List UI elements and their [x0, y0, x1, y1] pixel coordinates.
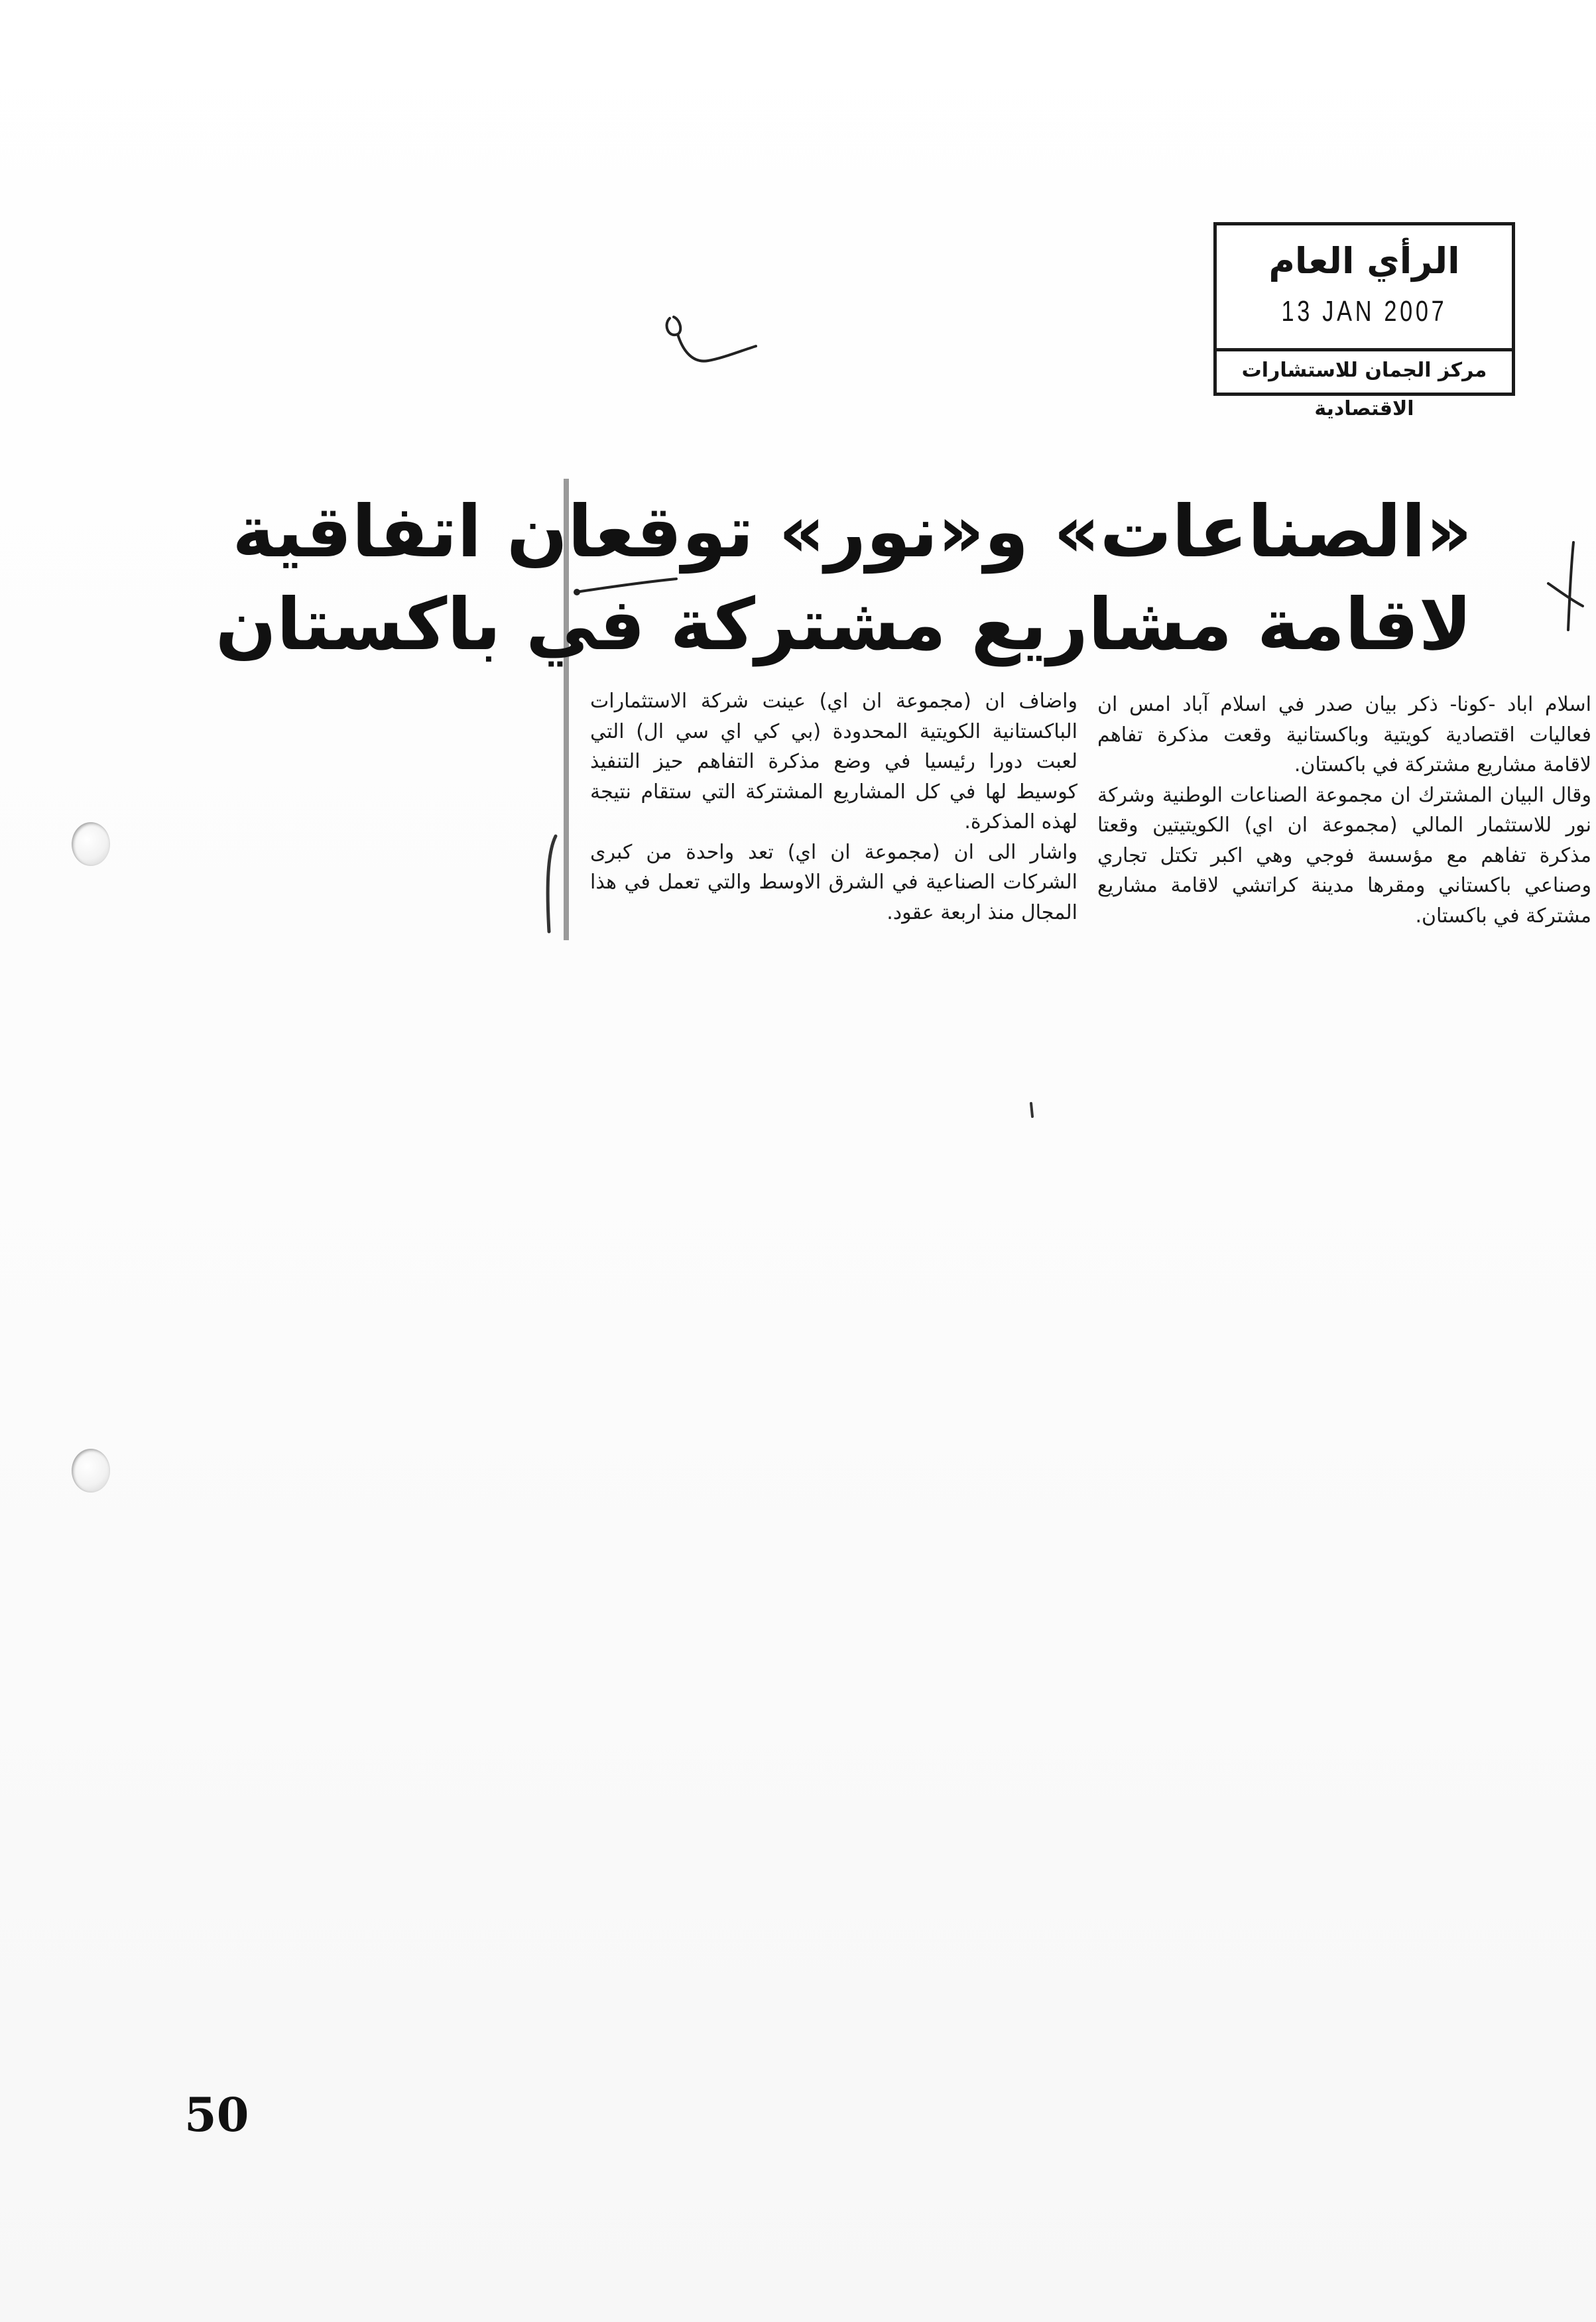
page-number: 50: [184, 2087, 249, 2142]
newspaper-date-stamp: [1213, 222, 1515, 420]
paragraph: اسلام اباد -كونا- ذكر بيان صدر في اسلام آباد امس ان فعاليات اقتصادية كويتية وباكستانية وقعت مذكرة تفاهم لاقامة مشاريع مشتركة في باكستان.: [1097, 693, 1591, 776]
stamp-date: 13 JAN 2007: [1281, 295, 1447, 328]
article-column-right: [1097, 690, 1591, 931]
pen-mark-tick: [1024, 1101, 1038, 1121]
headline-line-2: لاقامة مشاريع مشتركة في باكستان: [215, 583, 1472, 666]
headline-line-1: «الصناعات» و«نور» توقعان اتفاقية: [232, 491, 1472, 574]
paragraph: واضاف ان (مجموعة ان اي) عينت شركة الاستثمارات الباكستانية الكويتية المحدودة (بي كي اي سي ال) التي لعبت دورا رئيسيا في وضع مذكرة التفاهم حيز التنفيذ كوسيط لها في كل المشاريع المشتركة التي ستقام نتيجة لهذه المذكرة.: [590, 690, 1077, 833]
article-column-left: [590, 686, 1077, 928]
pen-mark-bracket: [536, 832, 562, 938]
stamp-newspaper-name: الرأي العام: [1268, 240, 1460, 282]
pen-mark-cross: [1542, 537, 1588, 637]
punch-hole-top: [72, 822, 110, 866]
stamp-footer: مركز الجمان للاستشارات الاقتصادية: [1217, 348, 1512, 393]
punch-hole-bottom: [72, 1449, 110, 1493]
pen-mark-number: [656, 305, 769, 378]
paragraph: واشار الى ان (مجموعة ان اي) تعد واحدة من كبرى الشركات الصناعية في الشرق الاوسط والتي تعمل في هذا المجال منذ اربعة عقود.: [590, 840, 1077, 924]
paragraph: وقال البيان المشترك ان مجموعة الصناعات الوطنية وشركة نور للاستثمار المالي (مجموعة ان اي) الكويتيتين وقعتا مذكرة تفاهم مع مؤسسة فوجي وهي اكبر تكتل تجاري وصناعي باكستاني ومقرها مدينة كراتشي لاقامة مشاريع مشتركة في باكستان.: [1097, 783, 1591, 928]
